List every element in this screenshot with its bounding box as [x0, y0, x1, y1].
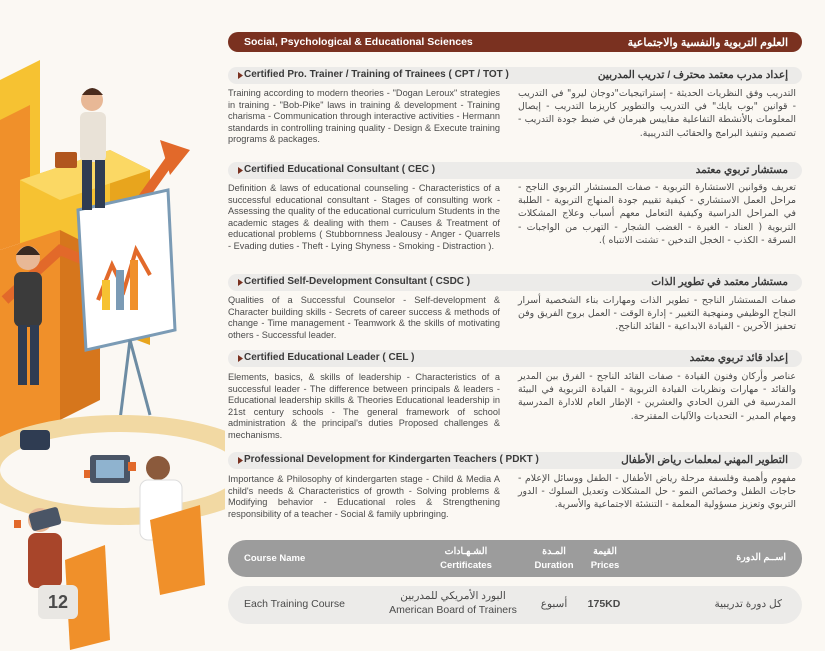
left-illustration [0, 0, 225, 651]
certificate-en: American Board of Trainers [389, 604, 517, 616]
section-title-en: Professional Development for Kindergarten Teachers ( PDKT ) [244, 454, 539, 465]
section-description-ar: صفات المستشار الناجح - تطوير الذات ومهارات بناء الشخصية أسرار النجاح الوظيفي ومنهجية التغيير - إدارة الوقت - العمل بروح الفريق وفن تحفيز الآخرين - القيادة الابداعية - القائد الناجح. [518, 295, 796, 333]
bullet-icon [238, 355, 243, 362]
bullet-icon [238, 72, 243, 79]
section-description-ar: التدريب وفق النظريات الحديثة - إستراتيجيات"دوجان ليرو" في التدريب - قوانين "بوب بايك" في التدريب والتطوير كاريزما التدريب - إيصال المعلومات بالأنشطة التفاعلية مقاييس هيرمان في ضبط جودة التدريب - تصميم وتنفيذ البرامج والحقائب التدريبية. [518, 88, 796, 139]
section-title-bar [228, 350, 802, 367]
prices-header-ar: القيمة [593, 546, 617, 557]
category-title-ar: العلوم التربوية والنفسية والاجتماعية [627, 37, 788, 49]
section-title-en: Certified Self-Development Consultant ( CSDC ) [244, 276, 471, 287]
section-description-ar: عناصر وأركان وفنون القيادة - صفات القائد الناجح - الفرق بين المدير والقائد - مهارات ونظريات القيادة التربوية - القيادة التربوية في البيئة المدرسية في القرن الحادي والعشرين - الإطار العام للادارة المدرسية ومهام المدير - التحديات والآليات المقترحة. [518, 371, 796, 422]
price-value: 175KD [587, 598, 621, 610]
section-title-en: Certified Pro. Trainer / Training of Trainees ( CPT / TOT ) [244, 69, 509, 80]
bullet-icon [238, 279, 243, 286]
section-description-en: Definition & laws of educational counseling - Characteristics of a successful educational consultant - Stages of consulting work - Assessing the quality of the educational curriculum Students in the academic stages & dealing with them - Causes & Treatment of educational problems ( Stubbornness Jealousy - Anger - Quarrels - Evading duties - Theft - Lying Shyness - Smoking - Distraction ). [228, 183, 500, 251]
section-title-bar [228, 67, 802, 84]
pricing-table-row [228, 586, 802, 624]
category-header [228, 32, 802, 52]
prices-header-en: Prices [590, 560, 620, 571]
section-description-en: Qualities of a Successful Counselor - Self-development & Character building skills - Secrets of career success & methods of change - Time management - Teamwork & the skills of motivating others - Successful leader. [228, 295, 500, 340]
duration-value: أسبوع [540, 598, 568, 610]
section-description-ar: مفهوم وأهمية وفلسفة مرحلة رياض الأطفال - الطفل ووسائل الإعلام - حاجات الطفل وخصائص النمو - حل المشكلات وتعديل السلوك - الدور التربوي وتعزيز مسؤولية المعلمة - التنشئة الاجتماعية والأسرية. [518, 473, 796, 511]
section-title-bar [228, 274, 802, 291]
course-name-header-en: Course Name [244, 553, 306, 564]
certificates-header-en: Certificates [440, 560, 492, 571]
section-title-ar: إعداد قائد تربوي معتمد [689, 352, 788, 364]
section-description-ar: تعريف وقوانين الاستشارة التربوية - صفات المستشار التربوي الناجح - مراحل العمل الاستشاري - كيفية تقييم جودة المنهاج التربوية - الطلبة في المراحل الدراسية وكيفية التعامل معهم أسباب وعلاج المشكلات التربوية ( العناد - الغيرة - الغضب الشجار - التهرب من الواجبات - السرقة - الكذب - الخجل التدخين - تشتت الانتباه ). [518, 182, 796, 246]
section-title-ar: التطوير المهني لمعلمات رياض الأطفال [621, 454, 788, 466]
pricing-table-header [228, 540, 802, 577]
section-title-ar: مستشار معتمد في تطوير الذات [651, 276, 788, 288]
duration-header-ar: المـدة [542, 546, 566, 557]
section-title-ar: إعداد مدرب معتمد محترف / تدريب المدربين [597, 69, 788, 81]
section-title-en: Certified Educational Consultant ( CEC ) [244, 164, 436, 175]
section-description-en: Elements, basics, & skills of leadership - Characteristics of a successful leader - The difference between principals & leaders - Educational leadership skills & Theories Educational leadership in 21st century schools - The general framework of school administration & the principal's duties Proposed challenges & mechanisms. [228, 372, 500, 440]
duration-header-en: Duration [534, 560, 574, 571]
section-title-bar [228, 452, 802, 469]
course-name-en: Each Training Course [244, 598, 345, 610]
bullet-icon [238, 457, 243, 464]
section-title-ar: مستشار تربوي معتمد [695, 164, 788, 176]
course-name-ar: كل دورة تدريبية [714, 598, 782, 610]
section-title-bar [228, 162, 802, 179]
bullet-icon [238, 167, 243, 174]
section-description-en: Importance & Philosophy of kindergarten stage - Child & Media A child's needs & Characteristics of growth - Solving problems & Modifying behavior - Educational roles & Strengthening responsibility of a teacher - Social & family upbringing. [228, 474, 500, 519]
certificates-header-ar: الشـهـادات [444, 546, 488, 557]
page-number: 12 [38, 585, 78, 619]
certificate-ar: البورد الأمريكي للمدربين [400, 590, 506, 602]
course-name-header-ar: اســم الدورة [736, 552, 786, 563]
section-title-en: Certified Educational Leader ( CEL ) [244, 352, 415, 363]
section-description-en: Training according to modern theories - "Dogan Leroux" strategies in training - "Bob-Pike" laws in training & development - Training charisma - Communication through interactive activities - Hermann standards in controlling training quality - Design & Execute training programs & packages. [228, 88, 500, 145]
category-title-en: Social, Psychological & Educational Sciences [244, 36, 473, 48]
business-team-illustration [0, 0, 225, 651]
